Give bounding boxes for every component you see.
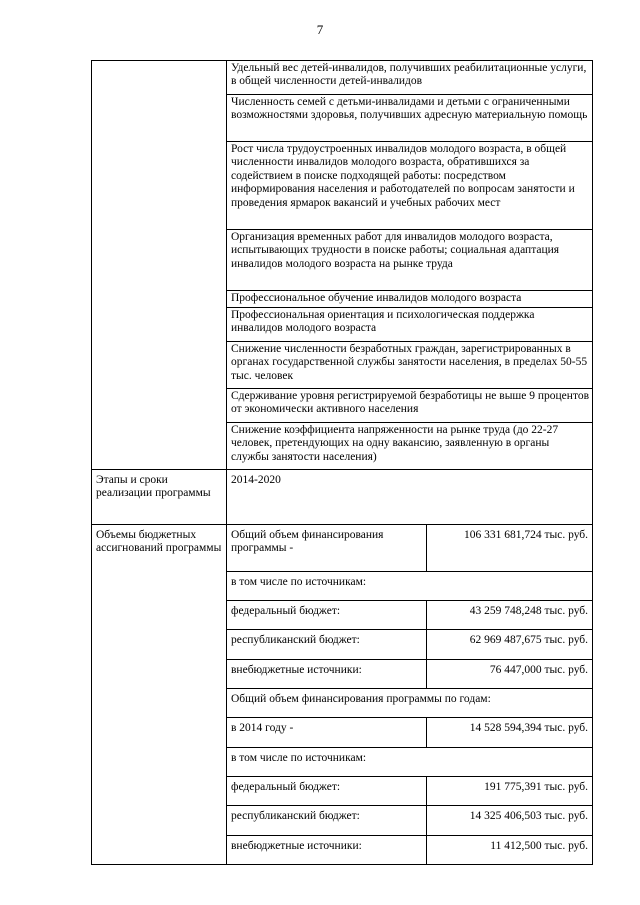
budget-label: Объемы бюджетных ассигнований программы bbox=[92, 525, 227, 865]
by-years-label: Общий объем финансирования программы по годам: bbox=[227, 689, 593, 718]
indicator-cell: Снижение коэффициента напряженности на рынке труда (до 22-27 человек, претендующих на одну вакансию, заявленную в органы службы занятости населения) bbox=[227, 423, 593, 470]
federal-value: 43 259 748,248 тыс. руб. bbox=[427, 601, 593, 630]
total-financing-value: 106 331 681,724 тыс. руб. bbox=[427, 525, 593, 572]
year-2014-value: 14 528 594,394 тыс. руб. bbox=[427, 718, 593, 748]
y2014-extra-value: 11 412,500 тыс. руб. bbox=[427, 836, 593, 865]
by-sources-label: в том числе по источникам: bbox=[227, 572, 593, 601]
indicator-cell: Удельный вес детей-инвалидов, получивших реабилитационные услуги, в общей численности детей-инвалидов bbox=[227, 61, 593, 95]
indicator-cell: Рост числа трудоустроенных инвалидов молодого возраста, в общей численности инвалидов молодого возраста, обратившихся за содействием в поиске подходящей работы: посредством информирования населения и работодателей по вопросам занятости и проведения ярмарок вакансий и учебных рабочих мест bbox=[227, 142, 593, 230]
indicator-cell: Профессиональная ориентация и психологическая поддержка инвалидов молодого возраста bbox=[227, 308, 593, 342]
budget-total-row bbox=[92, 525, 593, 572]
extra-value: 76 447,000 тыс. руб. bbox=[427, 660, 593, 689]
y2014-republic-value: 14 325 406,503 тыс. руб. bbox=[427, 806, 593, 836]
extra-label: внебюджетные источники: bbox=[227, 660, 427, 689]
program-passport-table bbox=[91, 60, 593, 865]
indicator-cell: Снижение численности безработных граждан, зарегистрированных в органах государственной службы занятости населения, в пределах 50-55 тыс. человек bbox=[227, 342, 593, 389]
federal-label: федеральный бюджет: bbox=[227, 601, 427, 630]
indicator-cell: Организация временных работ для инвалидов молодого возраста, испытывающих трудности в поиске работы; социальная адаптация инвалидов молодого возраста на рынке труда bbox=[227, 230, 593, 291]
indicator-cell: Профессиональное обучение инвалидов молодого возраста bbox=[227, 291, 593, 308]
y2014-by-sources-label: в том числе по источникам: bbox=[227, 748, 593, 777]
stages-row bbox=[92, 470, 593, 525]
indicator-cell: Численность семей с детьми-инвалидами и детьми с ограниченными возможностями здоровья, получивших адресную материальную помощь bbox=[227, 95, 593, 142]
empty-label-cell bbox=[92, 61, 227, 470]
indicator-cell: Сдерживание уровня регистрируемой безработицы не выше 9 процентов от экономически активного населения bbox=[227, 389, 593, 423]
stages-value: 2014-2020 bbox=[227, 470, 593, 525]
total-financing-label: Общий объем финансирования программы - bbox=[227, 525, 427, 572]
y2014-extra-label: внебюджетные источники: bbox=[227, 836, 427, 865]
stages-label: Этапы и сроки реализации программы bbox=[92, 470, 227, 525]
republic-label: республиканский бюджет: bbox=[227, 630, 427, 660]
page-number: 7 bbox=[316, 22, 324, 37]
y2014-federal-value: 191 775,391 тыс. руб. bbox=[427, 777, 593, 806]
indicator-row bbox=[92, 61, 593, 95]
republic-value: 62 969 487,675 тыс. руб. bbox=[427, 630, 593, 660]
year-2014-label: в 2014 году - bbox=[227, 718, 427, 748]
y2014-federal-label: федеральный бюджет: bbox=[227, 777, 427, 806]
y2014-republic-label: республиканский бюджет: bbox=[227, 806, 427, 836]
